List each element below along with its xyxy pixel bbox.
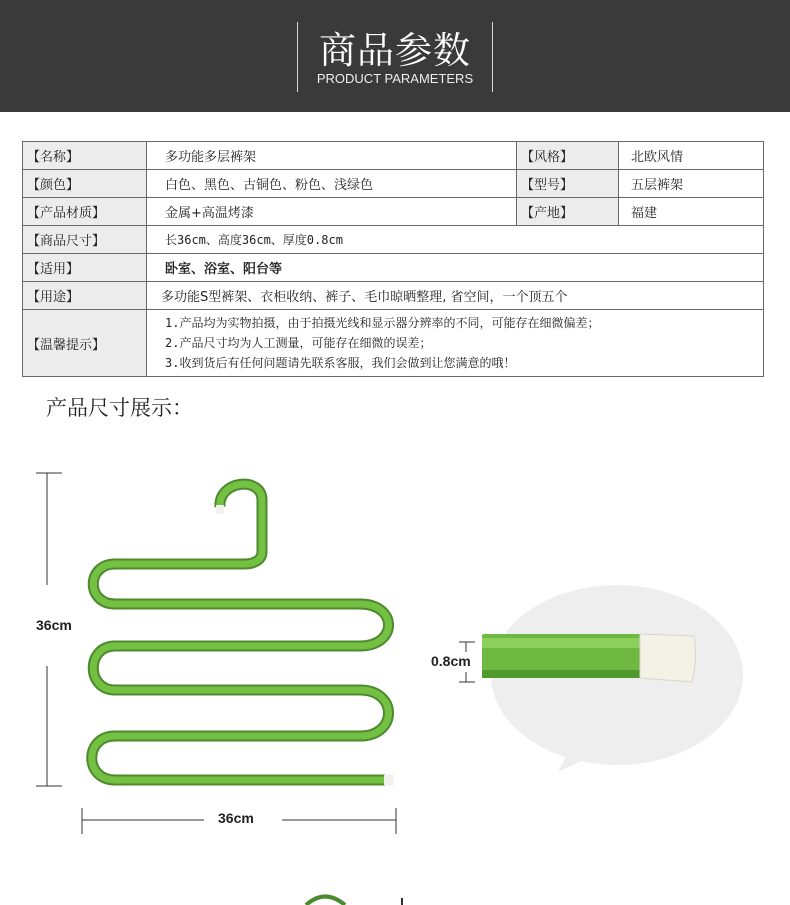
- size-label: 【商品尺寸】: [23, 226, 147, 254]
- material-label: 【产品材质】: [23, 198, 147, 226]
- use-value: 卧室、浴室、阳台等: [147, 254, 764, 282]
- color-label: 【颜色】: [23, 170, 147, 198]
- hanger-end-cap: [216, 505, 224, 514]
- table-row: [23, 254, 764, 282]
- tips-value: [147, 310, 764, 377]
- thickness-label: 0.8cm: [431, 653, 471, 669]
- tip-item: 1.产品均为实物拍摄，由于拍摄光线和显示器分辨率的不同，可能存在细微偏差；: [165, 316, 600, 330]
- width-label: 36cm: [218, 810, 254, 826]
- color-value: 白色、黑色、古铜色、粉色、浅绿色: [147, 170, 517, 198]
- model-value: 五层裤架: [619, 170, 764, 198]
- table-row: [23, 226, 764, 254]
- model-label: 【型号】: [517, 170, 619, 198]
- style-value: 北欧风情: [619, 142, 764, 170]
- bottom-partial-graphic: [306, 897, 402, 905]
- tips-label: 【温馨提示】: [23, 310, 147, 377]
- size-value: 长36cm、高度36cm、厚度0.8cm: [147, 226, 764, 254]
- style-label: 【风格】: [517, 142, 619, 170]
- banner-title: 商品参数: [319, 29, 471, 72]
- material-value: 金属+高温烤漆: [147, 198, 517, 226]
- origin-value: 福建: [619, 198, 764, 226]
- origin-label: 【产地】: [517, 198, 619, 226]
- zoom-bubble: [482, 585, 743, 772]
- purpose-value: 多功能S型裤架、衣柜收纳、裤子、毛巾晾晒整理, 省空间，一个顶五个: [147, 282, 764, 310]
- height-label: 36cm: [36, 617, 72, 633]
- product-parameters-table: [22, 141, 764, 377]
- table-row: [23, 170, 764, 198]
- tip-item: 2.产品尺寸均为人工测量，可能存在细微的误差；: [165, 336, 432, 350]
- table-row: [23, 198, 764, 226]
- table-row: [23, 282, 764, 310]
- dimension-drawing: [0, 420, 790, 905]
- name-value: 多功能多层裤架: [147, 142, 517, 170]
- use-label: 【适用】: [23, 254, 147, 282]
- tip-item: 3.收到货后有任何问题请先联系客服，我们会做到让您满意的哦！: [165, 356, 516, 370]
- section-title: 产品尺寸展示：: [46, 396, 193, 420]
- hanger-end-cap: [384, 775, 394, 785]
- name-label: 【名称】: [23, 142, 147, 170]
- table-row: [23, 142, 764, 170]
- banner-subtitle: PRODUCT PARAMETERS: [316, 71, 474, 86]
- header-banner: [0, 0, 790, 112]
- table-row: [23, 310, 764, 377]
- purpose-label: 【用途】: [23, 282, 147, 310]
